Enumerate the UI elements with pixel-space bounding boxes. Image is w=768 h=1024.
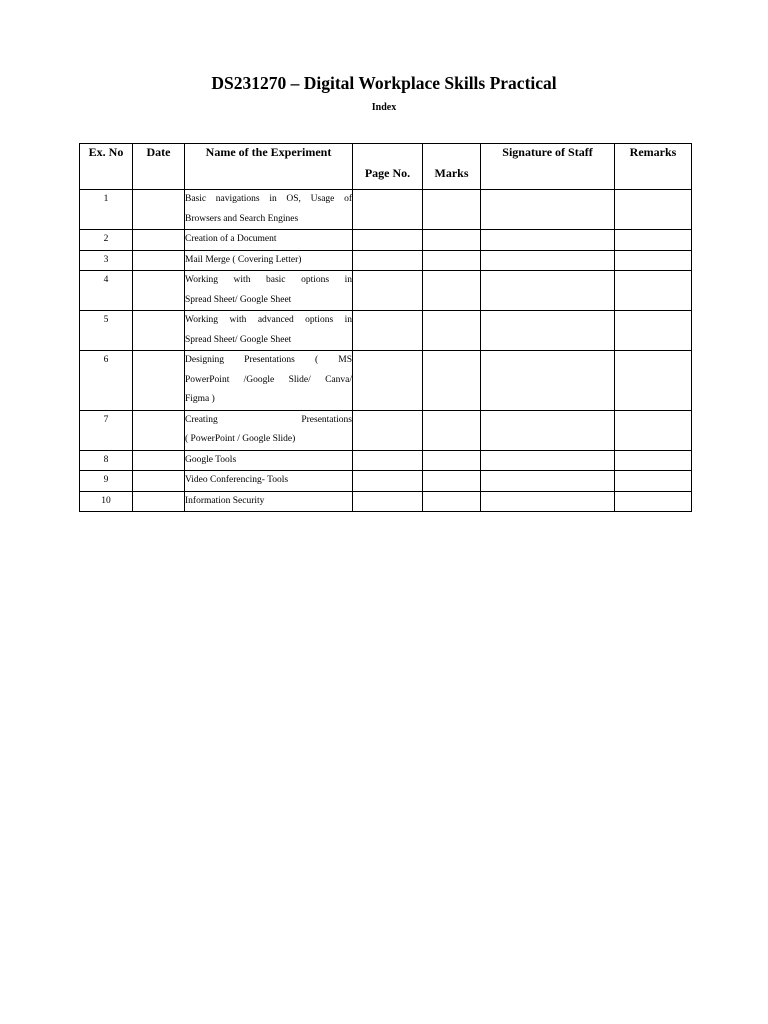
header-date-label: Date [146,145,171,159]
experiment-name-line: Google Tools [185,454,237,465]
cell-marks [423,351,481,411]
header-row [80,144,692,190]
cell-ex-no: 7 [80,410,133,450]
table-row [80,250,692,271]
cell-marks [423,311,481,351]
cell-date [133,311,185,351]
header-ex-no-label: Ex. No [88,145,124,159]
experiment-name-line: Browsers and Search Engines [185,213,299,224]
cell-marks [423,450,481,471]
cell-signature [481,230,615,251]
cell-page-no [353,311,423,351]
cell-date [133,471,185,492]
cell-date [133,450,185,471]
table-row [80,471,692,492]
cell-page-no [353,230,423,251]
experiment-name-line: Creation of a Document [185,234,277,244]
cell-signature [481,471,615,492]
cell-date [133,410,185,450]
cell-experiment-name [185,230,353,251]
cell-marks [423,491,481,512]
cell-date [133,491,185,512]
cell-ex-no: 1 [80,190,133,230]
cell-signature [481,410,615,450]
header-marks-label: Marks [434,166,469,180]
cell-signature [481,190,615,230]
table-body [80,190,692,512]
cell-experiment-name [185,250,353,271]
experiment-name-line: Basic navigations in OS, Usage of [185,194,352,204]
cell-signature [481,311,615,351]
experiment-name-line: Information Security [185,495,265,506]
cell-experiment-name [185,311,353,351]
cell-date [133,271,185,311]
table-row [80,450,692,471]
table-row [80,491,692,512]
cell-experiment-name [185,491,353,512]
experiment-name-line: Video Conferencing- Tools [185,475,289,485]
cell-remarks [615,271,692,311]
cell-marks [423,190,481,230]
cell-page-no [353,450,423,471]
cell-ex-no: 10 [80,491,133,512]
cell-page-no [353,190,423,230]
experiment-name-line: Figma ) [185,394,215,404]
cell-experiment-name [185,190,353,230]
cell-ex-no: 3 [80,250,133,271]
header-marks [423,144,481,190]
cell-page-no [353,250,423,271]
cell-ex-no: 9 [80,471,133,492]
cell-remarks [615,230,692,251]
table-row [80,271,692,311]
cell-experiment-name [185,271,353,311]
cell-experiment-name [185,450,353,471]
cell-experiment-name [185,351,353,411]
experiment-name-line: Working with advanced options in [185,315,352,325]
cell-ex-no: 2 [80,230,133,251]
cell-page-no [353,351,423,411]
cell-page-no [353,471,423,492]
experiment-name-line: Creating Presentations [185,414,352,425]
cell-marks [423,250,481,271]
header-signature-label: Signature of Staff [502,145,593,159]
cell-signature [481,271,615,311]
cell-marks [423,471,481,492]
experiment-name-line: ( PowerPoint / Google Slide) [185,434,296,444]
cell-remarks [615,311,692,351]
cell-remarks [615,491,692,512]
cell-remarks [615,450,692,471]
table-row [80,410,692,450]
cell-date [133,351,185,411]
page-subtitle: Index [371,102,397,113]
cell-remarks [615,410,692,450]
cell-marks [423,230,481,251]
experiment-name-line: Working with basic options in [185,275,352,285]
header-ex-no [80,144,133,190]
header-page-no-label: Page No. [364,166,411,180]
experiment-name-line: PowerPoint /Google Slide/ Canva/ [185,374,352,385]
header-date [133,144,185,190]
header-name [185,144,353,190]
cell-ex-no: 4 [80,271,133,311]
experiment-name-line: Spread Sheet/ Google Sheet [185,294,292,305]
cell-page-no [353,410,423,450]
cell-remarks [615,351,692,411]
cell-experiment-name [185,471,353,492]
cell-signature [481,351,615,411]
cell-signature [481,491,615,512]
header-remarks-label: Remarks [629,145,677,159]
cell-page-no [353,271,423,311]
header-remarks [615,144,692,190]
table-row [80,230,692,251]
cell-signature [481,250,615,271]
cell-ex-no: 5 [80,311,133,351]
experiment-name-line: Designing Presentations ( MS [185,355,352,365]
experiment-name-line: Spread Sheet/ Google Sheet [185,334,292,345]
cell-page-no [353,491,423,512]
cell-date [133,190,185,230]
cell-date [133,250,185,271]
header-page-no [353,144,423,190]
cell-remarks [615,471,692,492]
cell-remarks [615,190,692,230]
cell-experiment-name [185,410,353,450]
cell-ex-no: 8 [80,450,133,471]
cell-signature [481,450,615,471]
table-row [80,311,692,351]
cell-marks [423,271,481,311]
cell-ex-no: 6 [80,351,133,411]
index-table [79,143,692,512]
table-row [80,351,692,411]
header-name-label: Name of the Experiment [205,145,332,159]
header-signature [481,144,615,190]
cell-marks [423,410,481,450]
page-title: DS231270 – Digital Workplace Skills Practical [211,73,557,93]
experiment-name-line: Mail Merge ( Covering Letter) [185,254,302,265]
table-row [80,190,692,230]
cell-date [133,230,185,251]
cell-remarks [615,250,692,271]
